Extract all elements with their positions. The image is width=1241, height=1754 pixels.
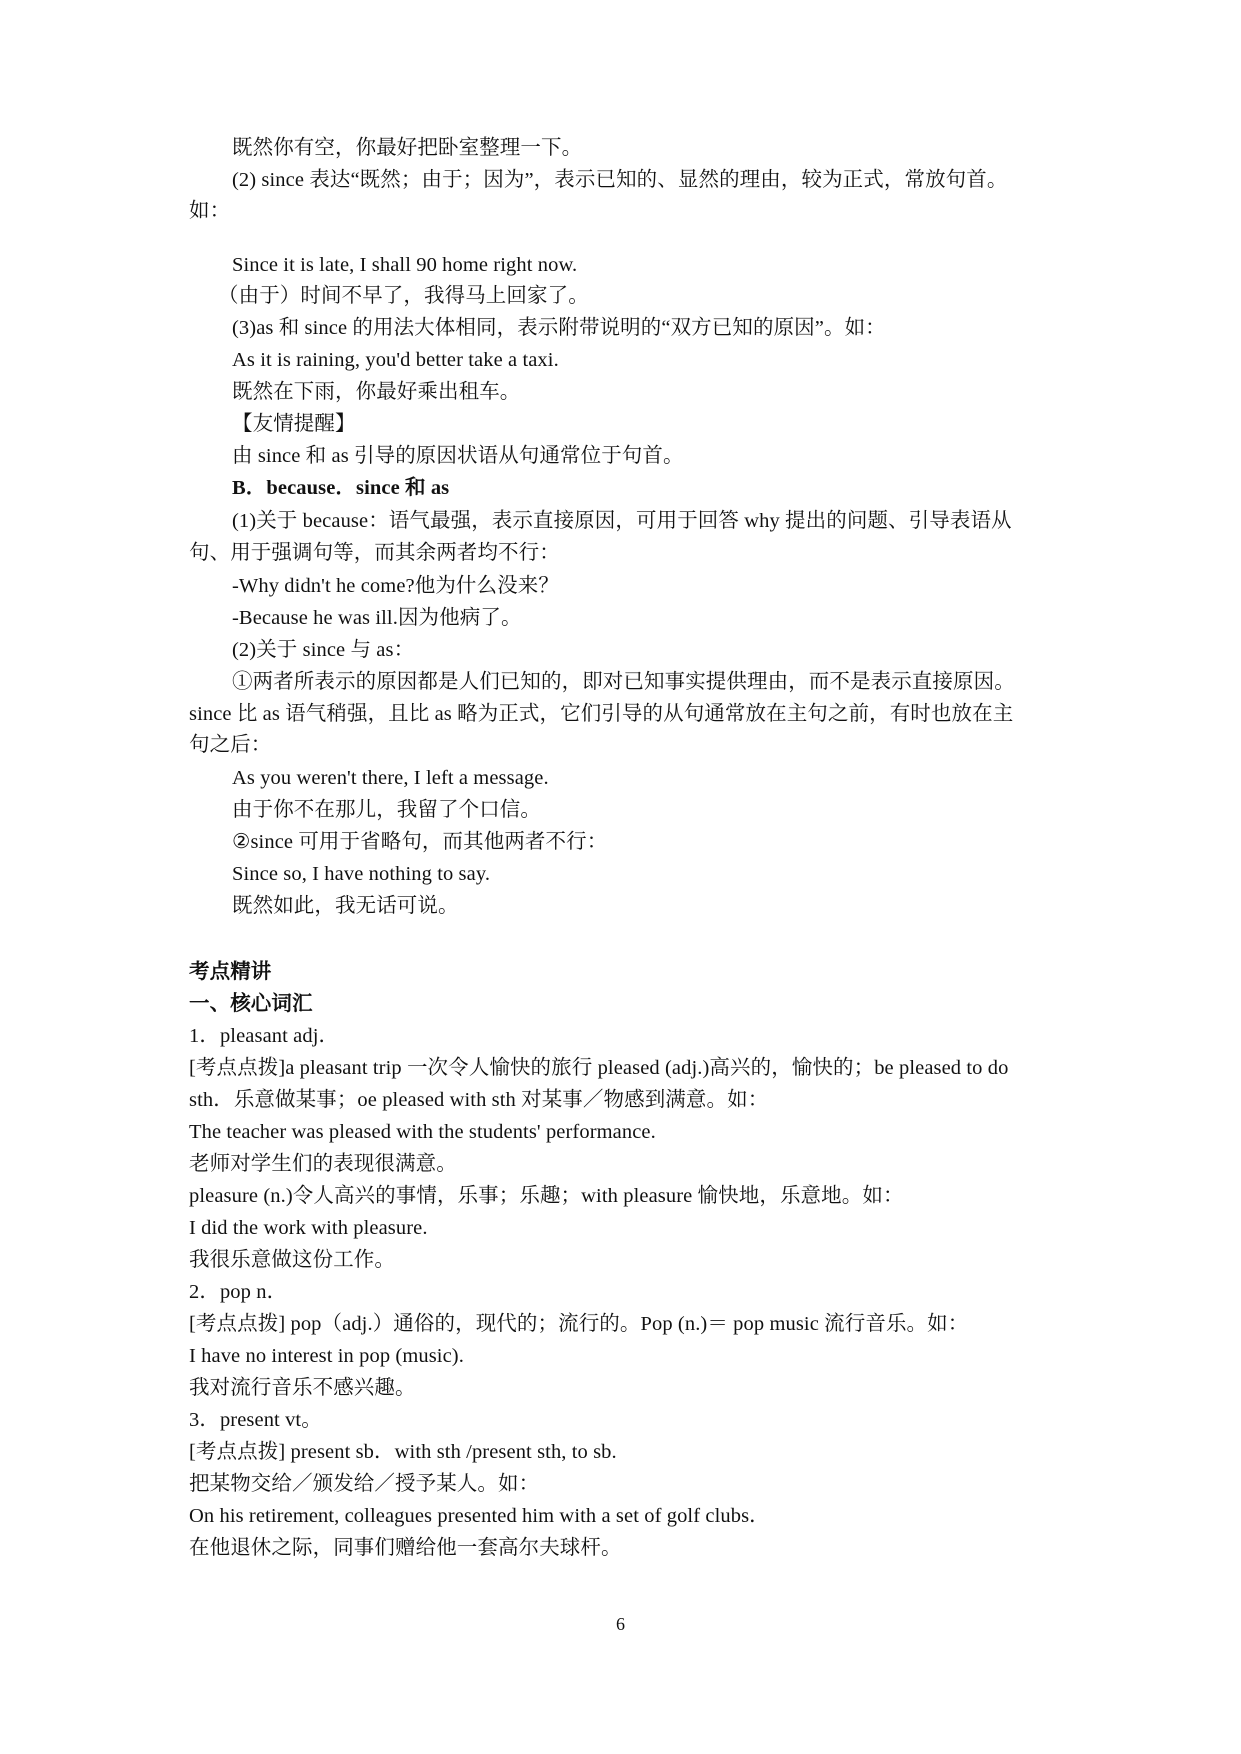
text-line: sth．乐意做某事；oe pleased with sth 对某事／物感到满意。如： xyxy=(189,1089,769,1111)
example-sentence: Since it is late, I shall 90 home right now. xyxy=(232,254,578,276)
text-line: pleasure (n.)令人高兴的事情，乐事；乐趣；with pleasure 愉快地，乐意地。如： xyxy=(189,1185,904,1207)
text-line: ②since 可用于省略句，而其他两者不行： xyxy=(232,831,608,853)
translation-line: 老师对学生们的表现很满意。 xyxy=(189,1153,457,1175)
text-line: [考点点拨] pop（adj.）通俗的，现代的；流行的。Pop (n.)＝ pop music 流行音乐。如： xyxy=(189,1313,969,1335)
text-line: 句之后： xyxy=(189,734,272,756)
example-sentence: -Why didn't he come?他为什么没来？ xyxy=(232,575,559,597)
vocab-item-heading: 1．pleasant adj． xyxy=(189,1025,340,1047)
text-line: 既然你有空，你最好把卧室整理一下。 xyxy=(232,137,583,159)
text-line: [考点点拨]a pleasant trip 一次令人愉快的旅行 pleased (adj.)高兴的，愉快的；be pleased to do xyxy=(189,1057,1009,1079)
section-heading: 一、核心词汇 xyxy=(189,993,313,1015)
text-line: 如： xyxy=(189,200,231,222)
text-line: 句、用于强调句等，而其余两者均不行： xyxy=(189,542,560,564)
section-subheading: B．because．since 和 as xyxy=(232,477,450,499)
text-line: (2)关于 since 与 as： xyxy=(232,639,415,661)
page-number: 6 xyxy=(616,1614,625,1634)
text-line: (2) since 表达“既然；由于；因为”，表示已知的、显然的理由，较为正式，常放句首。 xyxy=(232,169,1008,191)
translation-line: 在他退休之际，同事们赠给他一套高尔夫球杆。 xyxy=(189,1537,622,1559)
example-sentence: As you weren't there, I left a message. xyxy=(232,767,549,789)
example-sentence: I did the work with pleasure. xyxy=(189,1217,428,1239)
example-sentence: -Because he was ill.因为他病了。 xyxy=(232,607,522,629)
translation-line: 我很乐意做这份工作。 xyxy=(189,1249,395,1271)
translation-line: 由于你不在那儿，我留了个口信。 xyxy=(232,799,541,821)
example-sentence: Since so, I have nothing to say. xyxy=(232,863,491,885)
example-sentence: The teacher was pleased with the students' performance. xyxy=(189,1121,656,1143)
example-sentence: On his retirement, colleagues presented him with a set of golf clubs． xyxy=(189,1505,770,1527)
example-sentence: As it is raining, you'd better take a taxi. xyxy=(232,349,559,371)
vocab-item-heading: 2．pop n． xyxy=(189,1281,288,1303)
text-line: (3)as 和 since 的用法大体相同，表示附带说明的“双方已知的原因”。如： xyxy=(232,317,886,339)
translation-line: （由于）时间不早了，我得马上回家了。 xyxy=(218,285,589,307)
vocab-item-heading: 3．present vt。 xyxy=(189,1409,322,1431)
tip-heading: 【友情提醒】 xyxy=(232,413,356,435)
text-line: (1)关于 because：语气最强，表示直接原因，可用于回答 why 提出的问题、引导表语从 xyxy=(232,510,1012,532)
text-line: 把某物交给／颁发给／授予某人。如： xyxy=(189,1473,540,1495)
example-sentence: I have no interest in pop (music). xyxy=(189,1345,464,1367)
translation-line: 既然在下雨，你最好乘出租车。 xyxy=(232,381,521,403)
section-heading: 考点精讲 xyxy=(189,961,272,983)
translation-line: 既然如此，我无话可说。 xyxy=(232,895,459,917)
translation-line: 我对流行音乐不感兴趣。 xyxy=(189,1377,416,1399)
text-line: 由 since 和 as 引导的原因状语从句通常位于句首。 xyxy=(232,445,684,467)
text-line: since 比 as 语气稍强，且比 as 略为正式，它们引导的从句通常放在主句之前，有时也放在主 xyxy=(189,703,1014,725)
text-line: ①两者所表示的原因都是人们已知的，即对已知事实提供理由，而不是表示直接原因。 xyxy=(232,671,1015,693)
text-line: [考点点拨] present sb．with sth /present sth, to sb. xyxy=(189,1441,617,1463)
